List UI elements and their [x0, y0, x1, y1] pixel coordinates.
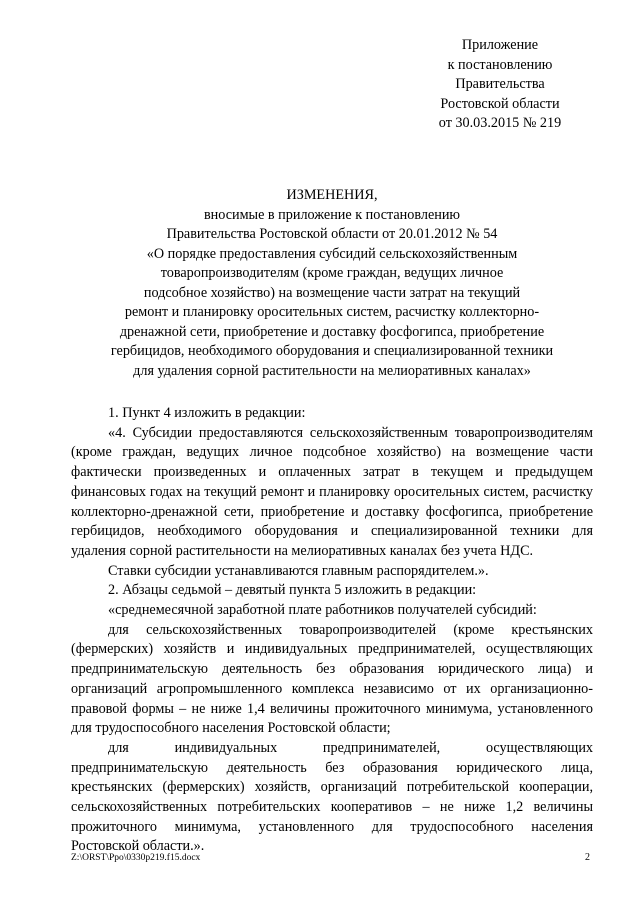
document-body: [71, 404, 593, 857]
appendix-line: Правительства: [455, 76, 545, 93]
title-line: для удаления сорной растительности на мелиоративных каналах»: [133, 362, 531, 379]
paragraph-clause-4: «4. Субсидии предоставляются сельскохозяйственным товаропроизводителям (кроме граждан, ведущих личное подсобное хозяйство) на возмещение части фактически произведенных и оплаченных затрат в текущем и предыдущем финансовых годах на текущий ремонт и планировку оросительных систем, расчистку коллекторно-дренажной сети, приобретение и доставку фосфогипса, приобретение гербицидов, необходимого оборудования и специализированной техники для удаления сорной растительности на мелиоративных каналах без учета НДС.: [71, 424, 593, 559]
title-line: дренажной сети, приобретение и доставку фосфогипса, приобретение: [119, 323, 545, 340]
document-title: [68, 186, 596, 381]
page-number: 2: [585, 852, 590, 863]
appendix-line: Ростовской области: [440, 95, 560, 112]
paragraph-subsidy-rates: Ставки субсидии устанавливаются главным распорядителем.».: [108, 562, 489, 579]
paragraph-item-2: 2. Абзацы седьмой – девятый пункта 5 изложить в редакции:: [108, 582, 477, 599]
title-line: ремонт и планировку оросительных систем, расчистку коллекторно-: [124, 304, 540, 320]
footer-file-path: Z:\ORST\Ppo\0330p219.f15.docx: [71, 853, 201, 863]
paragraph-average-salary: «среднемесячной заработной плате работников получателей субсидий:: [108, 602, 537, 619]
paragraph-entrepreneurs-first-line: для индивидуальных предпринимателей, осуществляющих: [108, 739, 593, 756]
appendix-line: к постановлению: [447, 56, 553, 73]
paragraph-item-1: 1. Пункт 4 изложить в редакции:: [108, 405, 306, 421]
title-line: вносимые в приложение к постановлению: [203, 206, 461, 223]
title-line: товаропроизводителям (кроме граждан, ведущих личное: [160, 265, 504, 281]
title-line: гербицидов, необходимого оборудования и специализированной техники: [110, 343, 554, 359]
appendix-header: [420, 36, 580, 134]
title-line: подсобное хозяйство) на возмещение части затрат на текущий: [143, 284, 521, 301]
title-heading: ИЗМЕНЕНИЯ,: [286, 187, 378, 203]
paragraph-entrepreneurs: предпринимательскую деятельность без образования юридического лица, крестьянских (фермерских) хозяйств, организаций потребительской кооперации, сельскохозяйственных потребительских кооперативов – не ниже 1,2 величины прожиточного минимума, установленного для трудоспособного населения Ростовской области.».: [71, 759, 593, 855]
title-line: Правительства Ростовской области от 20.01.2012 № 54: [166, 226, 498, 242]
title-line: «О порядке предоставления субсидий сельскохозяйственным: [146, 245, 518, 262]
appendix-date-number: от 30.03.2015 № 219: [438, 115, 562, 132]
paragraph-producers: для сельскохозяйственных товаропроизводителей (кроме крестьянских (фермерских) хозяйств и индивидуальных предпринимателей, осуществляющих предпринимательскую деятельность без образования юридического лица) и организаций агропромышленного комплекса независимо от их организационно-правовой формы – не ниже 1,4 величины прожиточного минимума, установленного для трудоспособного населения Ростовской области;: [71, 621, 593, 737]
appendix-line: Приложение: [461, 37, 539, 53]
